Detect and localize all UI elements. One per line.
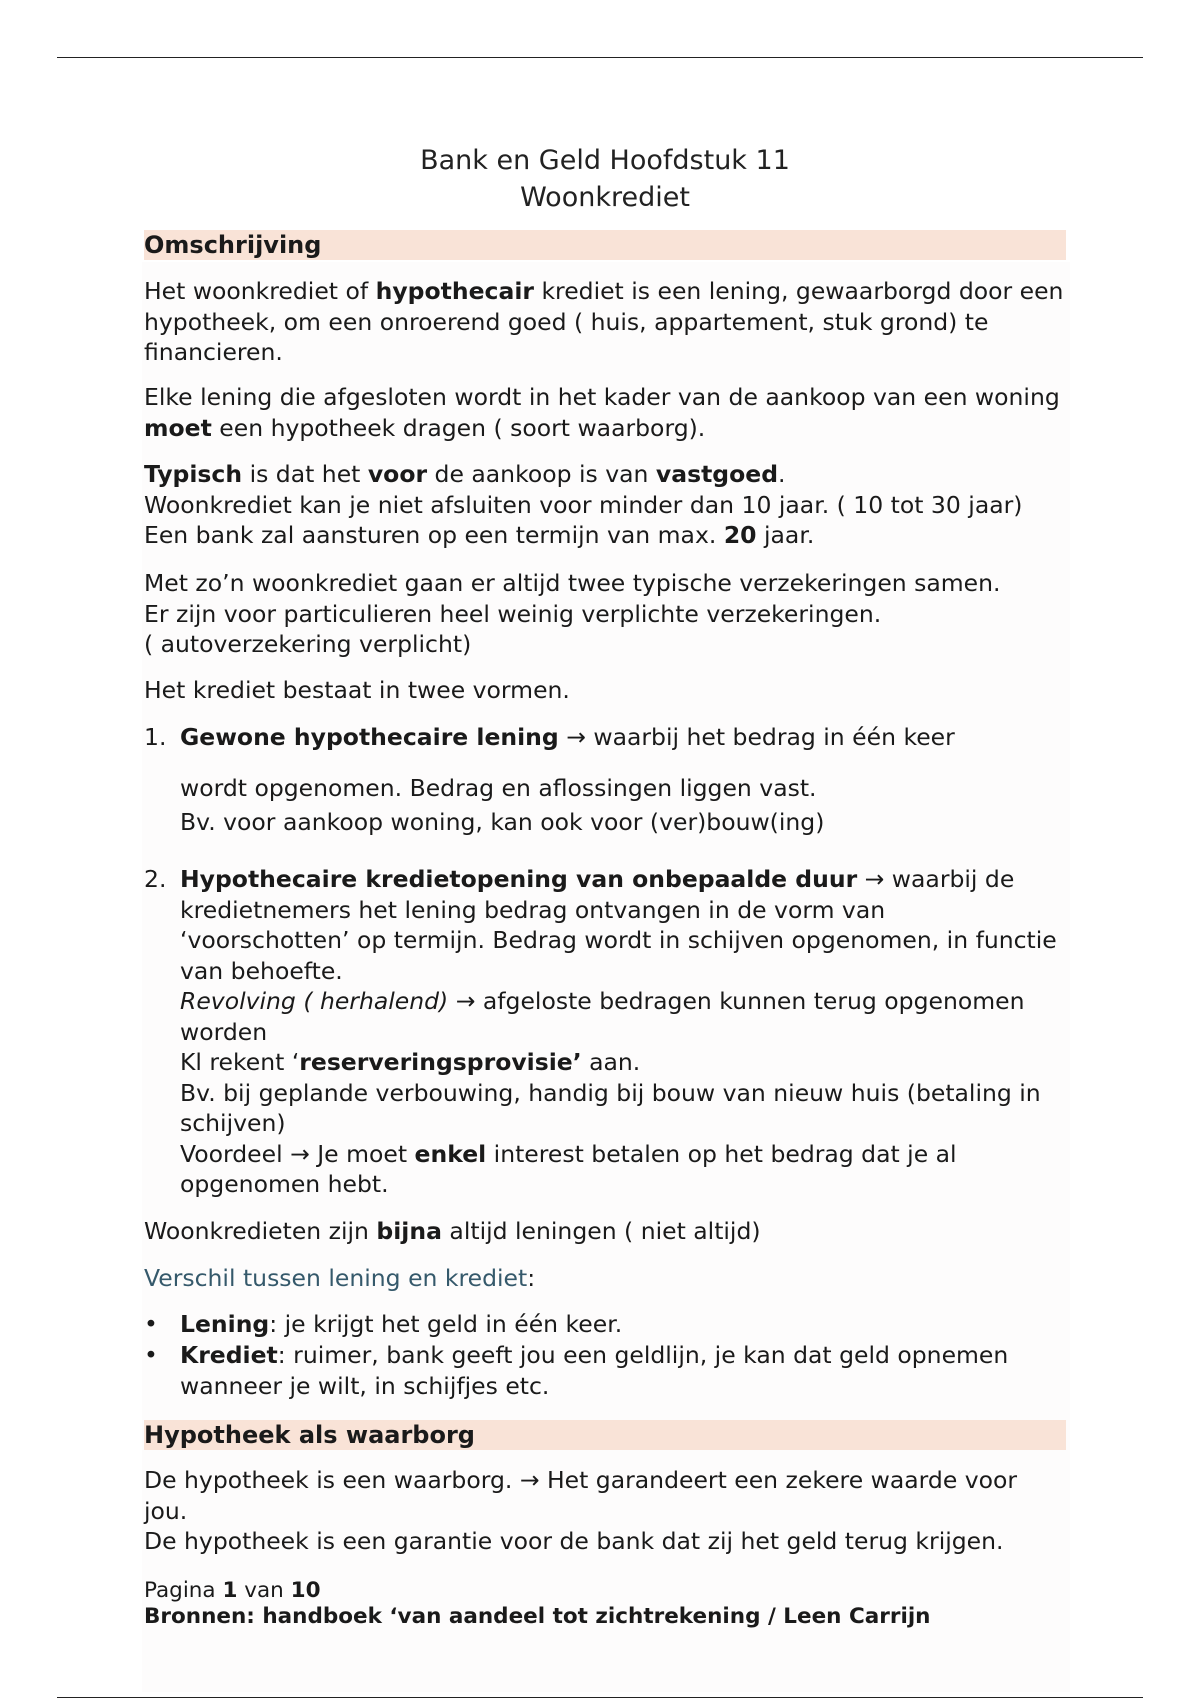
paragraph-definition: Het woonkrediet of hypothecair krediet is een lening, gewaarborgd door een hypotheek, om een onroerend goed ( huis, appartement, stuk grond) te financieren.	[144, 277, 1064, 366]
list-number: 2.	[144, 865, 167, 893]
list-item-kredietopening: 2. Hypothecaire kredietopening van onbepaalde duur → waarbij de kredietnemers het lening bedrag ontvangen in de vorm van ‘voorschotten’ op termijn. Bedrag wordt in schijven opgenomen, in functie van behoefte. Revolving ( herhalend) → afgeloste bedragen kunnen terug opgenomen worden Kl rekent ‘reserveringsprovisie’ aan. Bv. bij geplande verbouwing, handig bij bouw van nieuw huis (betaling in schijven) Voordeel → Je moet enkel interest betalen op het bedrag dat je al opgenomen hebt.	[144, 865, 1057, 1198]
paragraph-two-forms: Het krediet bestaat in twee vormen.	[144, 676, 570, 704]
page-footer	[144, 1578, 1066, 1630]
bullet-dot: •	[144, 1341, 158, 1369]
section-heading-omschrijving: Omschrijving	[144, 230, 1066, 260]
section-heading-hypotheek: Hypotheek als waarborg	[144, 1420, 1066, 1450]
list-item-gewone-lening: 1. Gewone hypothecaire lening → waarbij het bedrag in één keer wordt opgenomen. Bedrag en aflossingen liggen vast. Bv. voor aankoop woning, kan ook voor (ver)bouw(ing)	[144, 723, 955, 836]
page-number: Pagina 1 van 10	[144, 1578, 321, 1603]
bullet-dot: •	[144, 1310, 158, 1338]
difference-link[interactable]: Verschil tussen lening en krediet	[144, 1264, 528, 1292]
paragraph-waarborg: De hypotheek is een waarborg. → Het garandeert een zekere waarde voor jou. De hypotheek is een garantie voor de bank dat zij het geld terug krijgen.	[144, 1466, 1018, 1555]
bold-term: hypothecair	[375, 277, 534, 305]
top-rule	[57, 57, 1143, 58]
bottom-rule	[57, 1697, 1143, 1698]
document-title	[144, 142, 1066, 216]
title-line-1: Bank en Geld Hoofdstuk 11	[420, 145, 790, 176]
term-line: Woonkrediet kan je niet afsluiten voor minder dan 10 jaar. ( 10 tot 30 jaar)	[144, 490, 1023, 519]
title-line-2: Woonkrediet	[520, 182, 690, 213]
sources: Bronnen: handboek ‘van aandeel tot zichtrekening / Leen Carrijn	[144, 1604, 931, 1629]
paragraph-difference: Verschil tussen lening en krediet:	[144, 1264, 536, 1292]
paragraph-insurance: Met zo’n woonkrediet gaan er altijd twee typische verzekeringen samen. Er zijn voor particulieren heel weinig verplichte verzekeringen. ( autoverzekering verplicht)	[144, 569, 1001, 658]
bold-term: moet	[144, 413, 212, 442]
paragraph-woonkredieten: Woonkredieten zijn bijna altijd leningen ( niet altijd)	[144, 1217, 761, 1245]
bullet-item-lening: • Lening: je krijgt het geld in één keer.	[144, 1310, 623, 1338]
paragraph-mortgage-required: Elke lening die afgesloten wordt in het kader van de aankoop van een woning moet een hypotheek dragen ( soort waarborg).	[144, 383, 1060, 442]
list-number: 1.	[144, 723, 167, 751]
paragraph-typical: Typisch is dat het voor de aankoop is van vastgoed. Woonkrediet kan je niet afsluiten voor minder dan 10 jaar. ( 10 tot 30 jaar) Een bank zal aansturen op een termijn van max. 20 jaar.	[144, 460, 1023, 549]
bullet-item-krediet: • Krediet: ruimer, bank geeft jou een geldlijn, je kan dat geld opnemen wanneer je wilt, in schijfjes etc.	[144, 1341, 1009, 1400]
